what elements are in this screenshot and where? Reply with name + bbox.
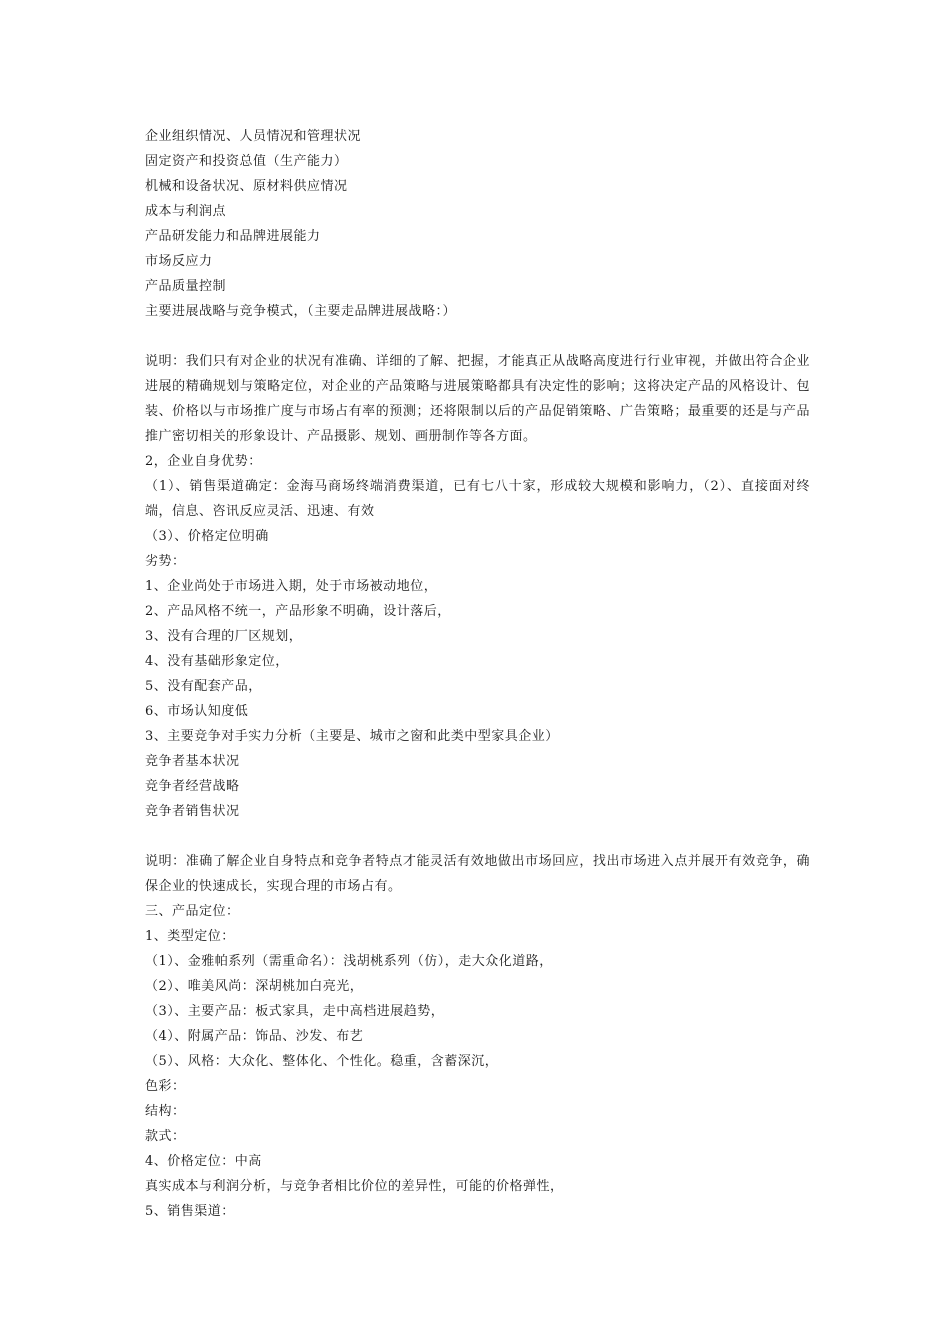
list-item: （5）、风格：大众化、整体化、个性化。稳重，含蓄深沉，	[145, 1054, 499, 1069]
blank-line	[145, 324, 810, 349]
text-line: 竞争者经营战略	[145, 779, 240, 794]
text-line: 真实成本与利润分析，与竞争者相比价位的差异性，可能的价格弹性，	[145, 1179, 564, 1194]
list-item: 6、市场认知度低	[145, 704, 249, 719]
text-line: 成本与利润点	[145, 204, 227, 219]
text-line: 竞争者销售状况	[145, 804, 240, 819]
section-heading: 3、主要竞争对手实力分析（主要是、城市之窗和此类中型家具企业）	[145, 729, 559, 744]
list-item: 2、产品风格不统一，产品形象不明确，设计落后，	[145, 604, 451, 619]
advantage-paragraph: （1）、销售渠道确定：金海马商场终端消费渠道，已有七八十家，形成较大规模和影响力，（2）、直接面对终端，信息、咨讯反应灵活、迅速、有效	[145, 479, 810, 519]
list-item: （3）、主要产品：板式家具，走中高档进展趋势，	[145, 1004, 445, 1019]
text-line: 企业组织情况、人员情况和管理状况	[145, 129, 362, 144]
explanation-paragraph: 说明：准确了解企业自身特点和竞争者特点才能灵活有效地做出市场回应，找出市场进入点并展开有效竞争，确保企业的快速成长，实现合理的市场占有。	[145, 854, 810, 894]
text-line: 结构：	[145, 1104, 186, 1119]
section-heading: 2，企业自身优势：	[145, 454, 262, 469]
text-line: 款式：	[145, 1129, 186, 1144]
section-heading: 1、类型定位：	[145, 929, 235, 944]
text-line: 产品研发能力和品牌进展能力	[145, 229, 321, 244]
list-item: （1）、金雅帕系列（需重命名）：浅胡桃系列（仿），走大众化道路，	[145, 954, 553, 969]
text-line: 竞争者基本状况	[145, 754, 240, 769]
text-line: 主要进展战略与竞争模式，（主要走品牌进展战略：）	[145, 304, 457, 319]
text-line: 市场反应力	[145, 254, 213, 269]
section-heading: 劣势：	[145, 554, 186, 569]
text-line: 色彩：	[145, 1079, 186, 1094]
list-item: （4）、附属产品：饰品、沙发、布艺	[145, 1029, 364, 1044]
text-line: 固定资产和投资总值（生产能力）	[145, 154, 348, 169]
section-heading: 5、销售渠道：	[145, 1204, 235, 1219]
section-heading: 4、价格定位：中高	[145, 1154, 262, 1169]
text-line: 产品质量控制	[145, 279, 227, 294]
document-page	[145, 124, 810, 1224]
list-item: 1、企业尚处于市场进入期，处于市场被动地位，	[145, 579, 438, 594]
list-item: （2）、唯美风尚：深胡桃加白亮光，	[145, 979, 364, 994]
list-item: 5、没有配套产品，	[145, 679, 262, 694]
list-item: 3、没有合理的厂区规划，	[145, 629, 303, 644]
list-item: 4、没有基础形象定位，	[145, 654, 289, 669]
section-heading: 三、产品定位：	[145, 904, 240, 919]
explanation-paragraph: 说明：我们只有对企业的状况有准确、详细的了解、把握，才能真正从战略高度进行行业审视，并做出符合企业进展的精确规划与策略定位，对企业的产品策略与进展策略都具有决定性的影响；这将决定产品的风格设计、包装、价格以与市场推广度与市场占有率的预测；还将限制以后的产品促销策略、广告策略；最重要的还是与产品推广密切相关的形象设计、产品摄影、规划、画册制作等各方面。	[145, 354, 810, 444]
text-line: （3）、价格定位明确	[145, 529, 269, 544]
text-line: 机械和设备状况、原材料供应情况	[145, 179, 348, 194]
blank-line	[145, 824, 810, 849]
